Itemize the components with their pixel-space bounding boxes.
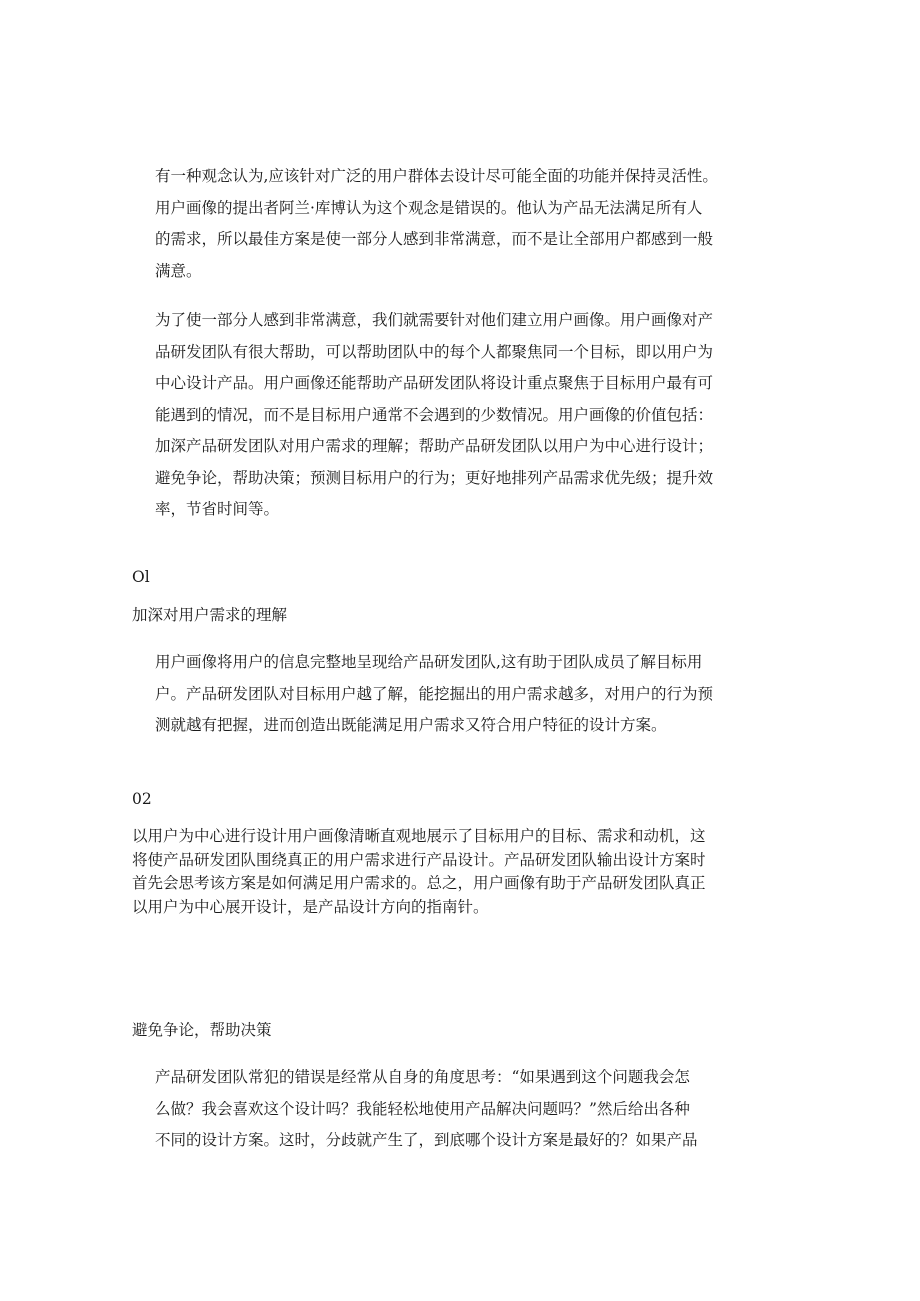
- value-line: 品研发团队有很大帮助，可以帮助团队中的每个人都聚焦同一个目标，即以用户为: [155, 342, 714, 361]
- intro-line: 满意。: [155, 261, 202, 280]
- value-line: 率，节省时间等。: [155, 500, 280, 518]
- section3-line: 产品研发团队常犯的错误是经常从自身的角度思考：“如果遇到这个问题我会怎: [155, 1068, 690, 1086]
- section1-line: 测就越有把握，进而创造出既能满足用户需求又符合用户特征的设计方案。: [155, 716, 667, 734]
- intro-line: 用户画像的提出者阿兰·库博认为这个观念是错误的。他认为产品无法满足所有人: [155, 198, 703, 217]
- section2-line: 首先会思考该方案是如何满足用户需求的。总之，用户画像有助于产品研发团队真正: [132, 874, 706, 892]
- section-number: 02: [132, 790, 152, 808]
- intro-paragraph: [155, 161, 718, 287]
- section-title: 加深对用户需求的理解: [132, 606, 288, 624]
- value-line: 能遇到的情况，而不是目标用户通常不会遇到的少数情况。用户画像的价值包括：: [155, 405, 714, 424]
- section-title: 避免争论，帮助决策: [132, 1021, 272, 1039]
- section3-line: 不同的设计方案。这时，分歧就产生了，到底哪个设计方案是最好的？如果产品: [155, 1131, 698, 1149]
- value-line: 中心设计产品。用户画像还能帮助产品研发团队将设计重点聚焦于目标用户最有可: [155, 374, 714, 392]
- section-number: Ol: [132, 568, 150, 586]
- section2-line: 以用户为中心进行设计用户画像清晰直观地展示了目标用户的目标、需求和动机，这: [132, 827, 706, 845]
- section3-paragraph: [155, 1062, 698, 1157]
- intro-line: 有一种观念认为,应该针对广泛的用户群体去设计尽可能全面的功能并保持灵活性。: [155, 167, 718, 185]
- value-line: 避免争论，帮助决策；预测目标用户的行为；更好地排列产品需求优先级；提升效: [155, 468, 714, 487]
- section1-line: 户。产品研发团队对目标用户越了解，能挖掘出的用户需求越多，对用户的行为预: [155, 684, 714, 703]
- value-paragraph: [155, 305, 713, 526]
- section2-line: 以用户为中心展开设计，是产品设计方向的指南针。: [132, 897, 489, 916]
- section1-line: 用户画像将用户的信息完整地呈现给产品研发团队,这有助于团队成员了解目标用: [155, 653, 703, 671]
- value-line: 加深产品研发团队对用户需求的理解；帮助产品研发团队以用户为中心进行设计；: [155, 437, 714, 455]
- value-line: 为了使一部分人感到非常满意，我们就需要针对他们建立用户画像。用户画像对产: [155, 311, 714, 329]
- section2-paragraph: [132, 825, 706, 919]
- section1-paragraph: [155, 647, 713, 742]
- intro-line: 的需求，所以最佳方案是使一部分人感到非常满意，而不是让全部用户都感到一般: [155, 230, 714, 248]
- section2-line: 将使产品研发团队围绕真正的用户需求进行产品设计。产品研发团队输出设计方案时: [132, 850, 706, 869]
- section3-line: 么做？我会喜欢这个设计吗？我能轻松地使用产品解决问题吗？”然后给出各种: [155, 1099, 690, 1118]
